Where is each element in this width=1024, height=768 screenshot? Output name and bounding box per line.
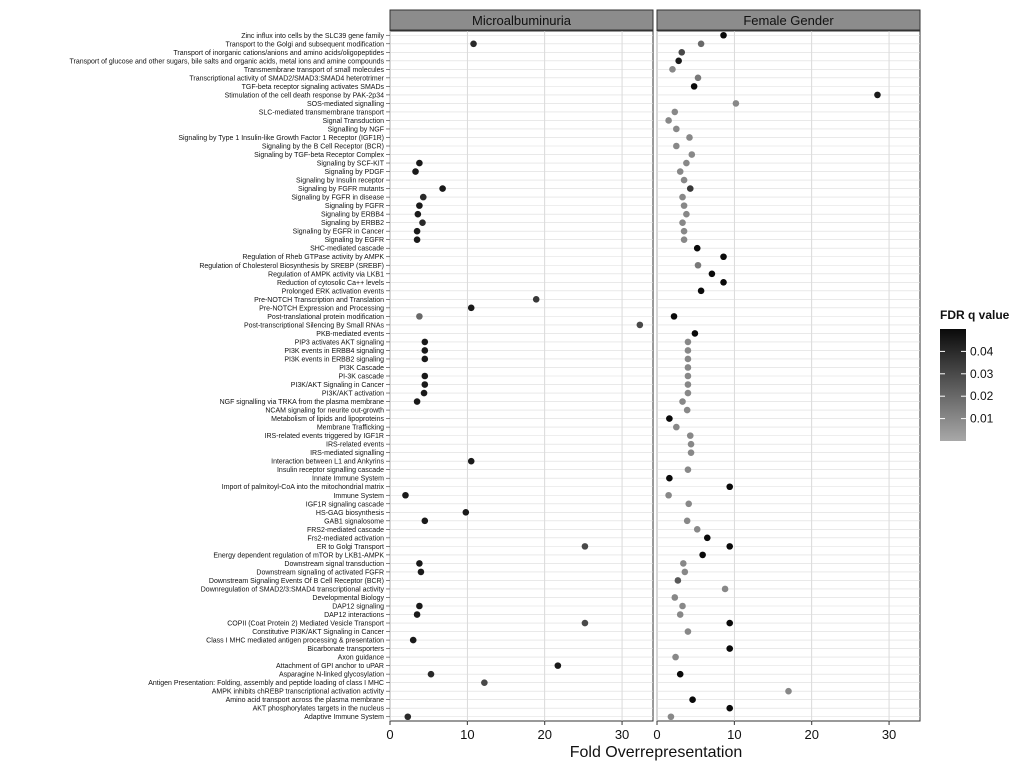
y-tick-label: Attachment of GPI anchor to uPAR xyxy=(275,663,384,671)
data-point xyxy=(685,466,692,473)
y-tick-label: Downstream Signaling Events Of B Cell Receptor (BCR) xyxy=(208,577,384,585)
data-point xyxy=(416,313,423,320)
y-tick-label: AKT phosphorylates targets in the nucleus xyxy=(252,705,384,713)
data-point xyxy=(687,185,694,192)
y-tick-label: COPII (Coat Protein 2) Mediated Vesicle Transport xyxy=(227,620,384,628)
y-tick-label: Zinc influx into cells by the SLC39 gene family xyxy=(241,32,384,40)
data-point xyxy=(694,245,701,252)
data-point xyxy=(414,228,421,235)
y-tick-label: Post-transcriptional Silencing By Small RNAs xyxy=(243,322,384,330)
data-point xyxy=(704,535,711,542)
y-tick-label: Signaling by ERBB4 xyxy=(320,211,384,219)
data-point xyxy=(694,526,701,533)
data-point xyxy=(463,509,470,516)
data-point xyxy=(681,177,688,184)
y-tick-label: IRS-related events triggered by IGF1R xyxy=(264,433,384,441)
data-point xyxy=(689,151,696,158)
x-tick-label: 0 xyxy=(386,727,394,742)
y-tick-label: Asparagine N-linked glycosylation xyxy=(278,671,384,679)
y-tick-label: Pre-NOTCH Expression and Processing xyxy=(259,305,384,313)
x-tick-label: 30 xyxy=(881,727,897,742)
y-tick-label: Amino acid transport across the plasma membrane xyxy=(225,697,384,705)
y-tick-label: SLC-mediated transmembrane transport xyxy=(258,109,384,117)
data-point xyxy=(410,637,417,644)
data-point xyxy=(675,58,682,65)
data-point xyxy=(685,390,692,397)
data-point xyxy=(416,160,423,167)
y-tick-label: Signal Transduction xyxy=(322,117,384,125)
data-point xyxy=(685,500,692,507)
data-point xyxy=(416,603,423,610)
y-tick-label: PI3K/AKT activation xyxy=(321,390,384,398)
data-point xyxy=(468,305,475,312)
y-tick-label: PI3K events in ERBB4 signaling xyxy=(284,347,384,355)
data-point xyxy=(874,92,881,99)
y-tick-label: Signaling by EGFR xyxy=(324,237,384,245)
data-point xyxy=(679,398,686,405)
data-point xyxy=(683,160,690,167)
y-tick-label: Class I MHC mediated antigen processing & presentation xyxy=(206,637,384,645)
y-tick-label: Signalling by NGF xyxy=(327,126,384,134)
data-point xyxy=(720,253,727,260)
data-point xyxy=(689,696,696,703)
legend-tick-label: 0.01 xyxy=(970,411,994,426)
y-tick-label: PI3K events in ERBB2 signaling xyxy=(284,356,384,364)
data-point xyxy=(533,296,540,303)
y-tick-label: Insulin receptor signalling cascade xyxy=(276,467,384,475)
y-tick-label: Signaling by Insulin receptor xyxy=(296,177,384,185)
data-point xyxy=(726,645,733,652)
data-point xyxy=(669,66,676,73)
data-point xyxy=(675,577,682,584)
data-point xyxy=(686,134,693,141)
data-point xyxy=(685,339,692,346)
y-tick-label: Regulation of Rheb GTPase activity by AMPK xyxy=(242,254,384,262)
data-point xyxy=(677,671,684,678)
y-tick-label: IRS-mediated signalling xyxy=(310,450,384,458)
data-point xyxy=(555,662,562,669)
data-point xyxy=(692,330,699,337)
data-point xyxy=(439,185,446,192)
y-tick-label: NCAM signaling for neurite out-growth xyxy=(265,407,384,415)
legend-tick-label: 0.02 xyxy=(970,389,994,404)
data-point xyxy=(673,143,680,150)
y-tick-label: DAP12 signaling xyxy=(332,603,384,611)
data-point xyxy=(666,475,673,482)
y-tick-label: HS-GAG biosynthesis xyxy=(315,509,384,517)
data-point xyxy=(679,219,686,226)
data-point xyxy=(412,168,419,175)
y-tick-label: Signaling by FGFR xyxy=(324,203,384,211)
data-point xyxy=(681,236,688,243)
y-tick-label: Frs2-mediated activation xyxy=(307,535,384,543)
y-tick-label: Innate Immune System xyxy=(312,475,384,483)
data-point xyxy=(668,713,675,720)
data-point xyxy=(416,202,423,209)
data-point xyxy=(698,288,705,295)
data-point xyxy=(685,373,692,380)
data-point xyxy=(695,262,702,269)
y-tick-label: GAB1 signalosome xyxy=(324,518,384,526)
data-point xyxy=(673,424,680,431)
facet-panels xyxy=(390,10,920,721)
y-tick-label: IGF1R signaling cascade xyxy=(305,501,384,509)
data-point xyxy=(785,688,792,695)
y-tick-label: Signaling by Type 1 Insulin-like Growth Factor 1 Receptor (IGF1R) xyxy=(178,134,384,142)
y-tick-label: Regulation of AMPK activity via LKB1 xyxy=(268,271,384,279)
y-tick-label: SOS-mediated signalling xyxy=(306,100,384,108)
data-point xyxy=(671,109,678,116)
y-tick-label: PKB-mediated events xyxy=(316,330,384,338)
y-tick-label: AMPK inhibits chREBP transcriptional activation activity xyxy=(211,688,384,696)
y-tick-label: Regulation of Cholesterol Biosynthesis by SREBP (SREBF) xyxy=(199,262,384,270)
y-tick-label: Signaling by TGF-beta Receptor Complex xyxy=(254,152,384,160)
facet-title: Microalbuminuria xyxy=(472,13,571,28)
y-tick-label: Adaptive Immune System xyxy=(304,714,384,722)
y-tick-label: Transport of glucose and other sugars, bile salts and organic acids, metal ions and amine compounds xyxy=(69,58,384,66)
y-tick-label: TGF-beta receptor signaling activates SMADs xyxy=(241,83,384,91)
data-point xyxy=(685,628,692,635)
data-point xyxy=(698,40,705,47)
x-axis-ticks xyxy=(386,721,896,742)
y-tick-label: Metabolism of lipids and lipoproteins xyxy=(271,416,384,424)
data-point xyxy=(677,168,684,175)
y-tick-label: FRS2-mediated cascade xyxy=(306,526,384,534)
data-point xyxy=(726,483,733,490)
data-point xyxy=(428,671,435,678)
data-point xyxy=(421,390,428,397)
y-tick-label: Prolonged ERK activation events xyxy=(281,288,384,296)
x-tick-label: 0 xyxy=(653,727,661,742)
y-tick-label: Constitutive PI3K/AKT Signaling in Cancer xyxy=(252,629,384,637)
x-tick-label: 10 xyxy=(460,727,475,742)
data-point xyxy=(681,202,688,209)
data-point xyxy=(685,364,692,371)
data-point xyxy=(685,381,692,388)
data-point xyxy=(666,415,673,422)
data-point xyxy=(481,679,488,686)
y-tick-label: Signaling by FGFR in disease xyxy=(291,194,384,202)
data-point xyxy=(722,586,729,593)
data-point xyxy=(680,560,687,567)
data-point xyxy=(665,117,672,124)
y-tick-label: Downstream signaling of activated FGFR xyxy=(256,569,384,577)
x-tick-label: 30 xyxy=(614,727,630,742)
y-tick-label: Bicarbonate transporters xyxy=(307,646,384,654)
y-tick-label: Antigen Presentation: Folding, assembly and peptide loading of class I MHC xyxy=(148,680,384,688)
data-point xyxy=(699,552,706,559)
y-tick-label: Downregulation of SMAD2/3:SMAD4 transcriptional activity xyxy=(200,586,384,594)
legend-colorbar xyxy=(940,329,966,441)
data-point xyxy=(685,356,692,363)
facet-title: Female Gender xyxy=(743,13,834,28)
data-point xyxy=(688,441,695,448)
y-tick-label: Signaling by the B Cell Receptor (BCR) xyxy=(261,143,384,151)
data-point xyxy=(419,219,426,226)
y-tick-label: Energy dependent regulation of mTOR by LKB1-AMPK xyxy=(213,552,384,560)
data-point xyxy=(679,194,686,201)
data-point xyxy=(422,373,429,380)
y-tick-label: Signaling by ERBB2 xyxy=(320,220,384,228)
data-point xyxy=(678,49,685,56)
data-point xyxy=(679,603,686,610)
data-point xyxy=(422,518,429,525)
data-point xyxy=(726,620,733,627)
y-tick-label: Stimulation of the cell death response by PAK-2p34 xyxy=(224,92,384,100)
y-tick-label: Signaling by SCF-KIT xyxy=(316,160,384,168)
y-tick-label: Immune System xyxy=(333,492,384,500)
data-point xyxy=(671,313,678,320)
data-point xyxy=(673,126,680,133)
y-tick-label: Membrane Trafficking xyxy=(316,424,384,432)
data-point xyxy=(709,270,716,277)
data-point xyxy=(422,356,429,363)
y-tick-label: PIP3 activates AKT signaling xyxy=(294,339,384,347)
data-point xyxy=(470,40,477,47)
y-tick-label: Transport to the Golgi and subsequent modification xyxy=(225,41,384,49)
y-tick-label: Axon guidance xyxy=(337,654,384,662)
data-point xyxy=(665,492,672,499)
y-tick-label: Transmembrane transport of small molecules xyxy=(243,66,384,74)
y-tick-label: Signaling by PDGF xyxy=(324,169,384,177)
data-point xyxy=(415,211,422,218)
data-point xyxy=(414,398,421,405)
data-point xyxy=(582,543,589,550)
y-tick-label: Downstream signal transduction xyxy=(284,560,384,568)
data-point xyxy=(726,705,733,712)
y-axis-labels xyxy=(69,33,390,721)
data-point xyxy=(414,611,421,618)
data-point xyxy=(420,194,427,201)
data-point xyxy=(720,279,727,286)
data-point xyxy=(726,543,733,550)
color-legend xyxy=(940,308,1010,441)
y-tick-label: Import of palmitoyl-CoA into the mitochondrial matrix xyxy=(221,484,384,492)
y-tick-label: Signaling by FGFR mutants xyxy=(298,186,384,194)
data-point xyxy=(684,518,691,525)
data-point xyxy=(672,654,679,661)
data-point xyxy=(422,347,429,354)
data-point xyxy=(695,75,702,82)
y-tick-label: PI3K/AKT Signaling in Cancer xyxy=(290,382,384,390)
data-point xyxy=(671,594,678,601)
legend-tick-label: 0.03 xyxy=(970,366,994,381)
y-tick-label: Reduction of cytosolic Ca++ levels xyxy=(277,279,384,287)
y-tick-label: IRS-related events xyxy=(326,441,384,449)
y-tick-label: PI3K Cascade xyxy=(339,364,384,372)
data-point xyxy=(422,381,429,388)
data-point xyxy=(637,322,644,329)
y-tick-label: Transport of inorganic cations/anions and amino acids/oligopeptides xyxy=(173,49,384,57)
legend-title: FDR q value xyxy=(940,308,1010,322)
data-point xyxy=(685,347,692,354)
y-tick-label: ER to Golgi Transport xyxy=(316,543,384,551)
data-point xyxy=(733,100,740,107)
data-point xyxy=(684,407,691,414)
y-tick-label: PI-3K cascade xyxy=(338,373,384,381)
data-point xyxy=(681,228,688,235)
y-tick-label: Post-translational protein modification xyxy=(267,313,384,321)
y-tick-label: Signaling by EGFR in Cancer xyxy=(292,228,384,236)
data-point xyxy=(687,432,694,439)
data-point xyxy=(422,339,429,346)
x-axis-title: Fold Overrepresentation xyxy=(569,744,743,761)
data-point xyxy=(468,458,475,465)
y-tick-label: NGF signalling via TRKA from the plasma membrane xyxy=(219,399,384,407)
y-tick-label: Developmental Biology xyxy=(312,594,384,602)
data-point xyxy=(677,611,684,618)
x-tick-label: 20 xyxy=(537,727,552,742)
y-tick-label: Transcriptional activity of SMAD2/SMAD3:SMAD4 heterotrimer xyxy=(189,75,384,83)
data-point xyxy=(582,620,589,627)
y-tick-label: Interaction between L1 and Ankyrins xyxy=(271,458,384,466)
data-point xyxy=(404,713,411,720)
data-point xyxy=(402,492,409,499)
data-point xyxy=(720,32,727,39)
y-tick-label: SHC-mediated cascade xyxy=(310,245,384,253)
data-point xyxy=(682,569,689,576)
x-tick-label: 10 xyxy=(727,727,742,742)
x-tick-label: 20 xyxy=(804,727,819,742)
y-tick-label: DAP12 interactions xyxy=(324,612,384,620)
data-point xyxy=(418,569,425,576)
y-tick-label: Pre-NOTCH Transcription and Translation xyxy=(254,296,384,304)
data-point xyxy=(688,449,695,456)
data-point xyxy=(414,236,421,243)
data-point xyxy=(691,83,698,90)
data-point xyxy=(416,560,423,567)
legend-tick-label: 0.04 xyxy=(970,344,994,359)
data-point xyxy=(683,211,690,218)
